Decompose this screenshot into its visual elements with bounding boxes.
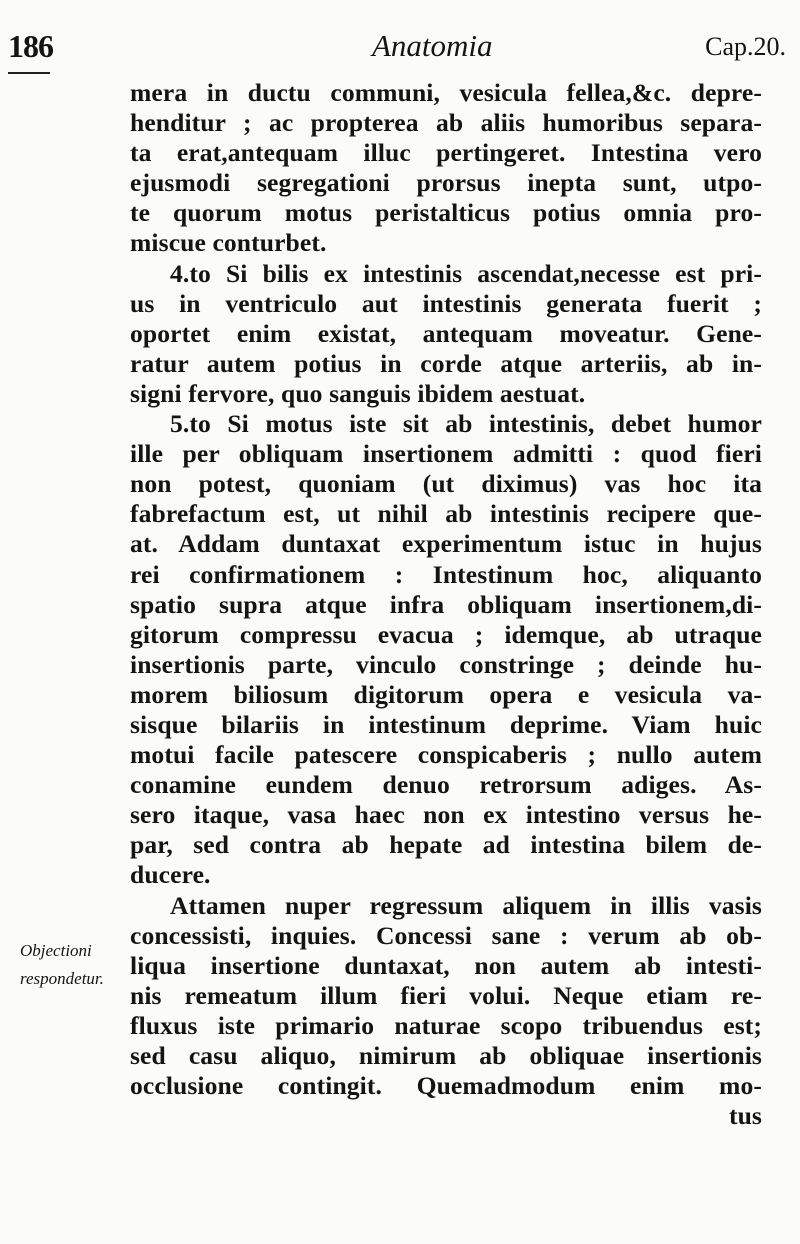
text-line: henditur ; ac propterea ab aliis humoribus separa- xyxy=(130,108,762,138)
text-line: at. Addam duntaxat experimentum istuc in hujus xyxy=(130,529,762,559)
margin-note-line: respondetur. xyxy=(20,969,104,988)
text-line: Attamen nuper regressum aliquem in illis vasis xyxy=(170,890,762,920)
margin-note-line: Objectioni xyxy=(20,941,92,960)
text-line: ta erat,antequam illuc pertingeret. Intestina vero xyxy=(130,138,762,168)
text-line: conamine eundem denuo retrorsum adiges. As- xyxy=(130,770,762,800)
text-line: ejusmodi segregationi prorsus inepta sunt, utpo- xyxy=(130,168,762,198)
text-line: liqua insertione duntaxat, non autem ab intesti- xyxy=(130,950,762,980)
text-line: morem biliosum digitorum opera e vesicula va- xyxy=(130,679,762,709)
text-line: ratur autem potius in corde atque arteriis, ab in- xyxy=(130,348,762,378)
page-number-rule xyxy=(8,72,50,74)
running-title: Anatomia xyxy=(372,28,493,63)
text-line: occlusione contingit. Quemadmodum enim mo- xyxy=(130,1071,762,1101)
page-number: 186 xyxy=(8,28,53,64)
text-line: spatio supra atque infra obliquam insertionem,di- xyxy=(130,589,762,619)
text-line: nis remeatum illum fieri volui. Neque etiam re- xyxy=(130,980,762,1010)
text-line: par, sed contra ab hepate ad intestina bilem de- xyxy=(130,830,762,860)
text-line: miscue conturbet. xyxy=(130,228,327,258)
text-line: oportet enim existat, antequam moveatur. Gene- xyxy=(130,318,762,348)
text-line: sed casu aliquo, nimirum ab obliquae insertionis xyxy=(130,1041,762,1070)
text-line: signi fervore, quo sanguis ibidem aestuat. xyxy=(130,378,586,408)
catchword: tus xyxy=(728,1101,762,1131)
text-line: fabrefactum est, ut nihil ab intestinis recipere que- xyxy=(130,499,762,529)
text-line: te quorum motus peristalticus potius omnia pro- xyxy=(130,198,762,228)
chapter-reference: Cap.20. xyxy=(705,32,786,61)
text-line: ducere. xyxy=(130,860,211,890)
text-line: mera in ductu communi, vesicula fellea,&c. depre- xyxy=(130,78,762,107)
text-line: rei confirmationem : Intestinum hoc, aliquanto xyxy=(130,559,762,589)
text-line: fluxus iste primario naturae scopo tribuendus est; xyxy=(130,1010,762,1040)
text-line: motui facile patescere conspicaberis ; nullo autem xyxy=(130,740,762,770)
text-line: ille per obliquam insertionem admitti : quod fieri xyxy=(130,439,762,469)
page-header xyxy=(0,20,800,70)
text-line: sisque bilariis in intestinum deprime. Viam huic xyxy=(130,709,762,739)
text-line: insertionis parte, vinculo constringe ; deinde hu- xyxy=(130,649,762,679)
body-text xyxy=(130,78,762,1131)
text-line: non potest, quoniam (ut diximus) vas hoc ita xyxy=(130,469,762,499)
text-line: sero itaque, vasa haec non ex intestino versus he- xyxy=(130,800,762,830)
text-line: concessisti, inquies. Concessi sane : verum ab ob- xyxy=(130,920,762,950)
text-line: gitorum compressu evacua ; idemque, ab utraque xyxy=(130,619,762,649)
text-line: 5.to Si motus iste sit ab intestinis, debet humor xyxy=(170,409,762,439)
text-line: 4.to Si bilis ex intestinis ascendat,necesse est pri- xyxy=(170,258,762,288)
margin-note xyxy=(20,936,130,994)
text-line: us in ventriculo aut intestinis generata fuerit ; xyxy=(130,288,762,318)
